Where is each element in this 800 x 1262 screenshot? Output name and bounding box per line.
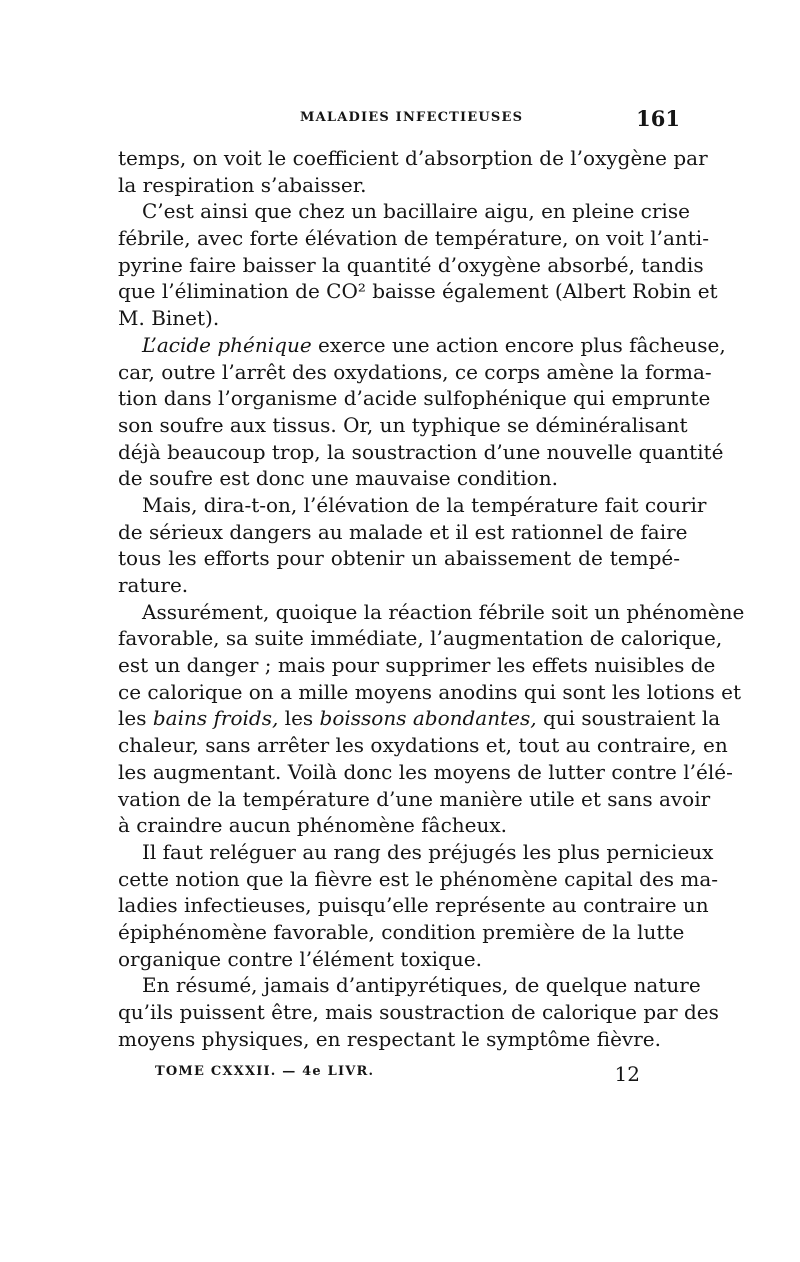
text-line: car, outre l’arrêt des oxydations, ce corps amène la forma- [118,359,712,384]
text-fragment: qui soustraient la [542,706,721,731]
text-line: Il faut reléguer au rang des préjugés les plus pernicieux [142,839,714,864]
text-line: En résumé, jamais d’antipyrétiques, de quelque nature [142,973,701,998]
running-title: MALADIES INFECTIEUSES [300,110,524,125]
text-line: à craindre aucun phénomène fâcheux. [118,813,508,838]
text-line [118,332,726,359]
text-line: tion dans l’organisme d’acide sulfophénique qui emprunte [118,386,711,411]
text-line: qu’ils puissent être, mais soustraction de calorique par des [118,1000,719,1024]
text-line: cette notion que la fièvre est le phénomène capital des ma- [118,866,719,891]
text-line: fébrile, avec forte élévation de température, on voit l’anti- [118,226,709,251]
text-line: vation de la température d’une manière utile et sans avoir [118,786,711,811]
text-line: Assurément, quoique la réaction fébrile soit un phénomène [142,599,745,624]
main-text [118,145,745,1052]
text-line [118,705,721,732]
text-line: de soufre est donc une mauvaise condition. [118,466,558,491]
running-header [118,106,680,134]
text-line: tous les efforts pour obtenir un abaissement de tempé- [118,546,680,571]
text-line: organique contre l’élément toxique. [118,946,482,971]
text-line: temps, on voit le coefficient d’absorption de l’oxygène par [118,146,708,170]
text-line: la respiration s’abaisser. [118,172,367,197]
text-line: que l’élimination de CO² baisse également (Albert Robin et [118,279,718,304]
text-line: M. Binet). [118,306,220,331]
italic-term: boissons abondantes, [319,706,537,731]
text-fragment: exerce une action encore plus fâcheuse, [318,332,726,357]
text-fragment: les [284,706,314,731]
text-line: chaleur, sans arrêter les oxydations et, tout au contraire, en [118,733,728,758]
text-line: C’est ainsi que chez un bacillaire aigu, en pleine crise [142,199,690,224]
text-line: est un danger ; mais pour supprimer les effets nuisibles de [118,653,716,678]
text-line: pyrine faire baisser la quantité d’oxygène absorbé, tandis [118,252,704,277]
text-line: les augmentant. Voilà donc les moyens de lutter contre l’élé- [118,759,733,784]
text-line: favorable, sa suite immédiate, l’augmentation de calorique, [118,626,723,651]
page-number: 161 [636,106,680,131]
text-fragment: les [118,706,147,731]
italic-term: bains froids, [152,706,279,731]
text-line: ladies infectieuses, puisqu’elle représente au contraire un [118,893,709,918]
text-line: rature. [118,573,189,597]
italic-term: L’acide phénique [142,332,312,357]
volume-line: TOME CXXXII. — 4e LIVR. [155,1064,375,1079]
text-line: de sérieux dangers au malade et il est rationnel de faire [118,519,688,544]
text-line: Mais, dira-t-on, l’élévation de la température fait courir [142,492,707,517]
text-line: déjà beaucoup trop, la soustraction d’une nouvelle quantité [118,439,724,464]
text-line: épiphénomène favorable, condition première de la lutte [118,919,685,944]
text-line: son soufre aux tissus. Or, un typhique se déminéralisant [118,412,688,437]
text-line: moyens physiques, en respectant le symptôme fièvre. [118,1026,661,1051]
page-footer [155,1064,640,1088]
text-line: ce calorique on a mille moyens anodins qui sont les lotions et [118,679,742,704]
signature-number: 12 [614,1062,640,1086]
